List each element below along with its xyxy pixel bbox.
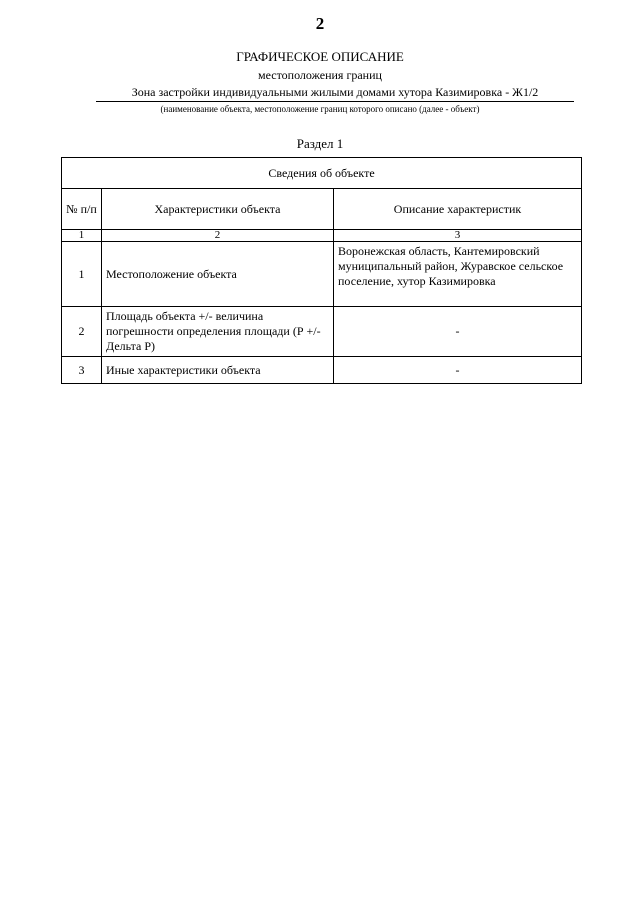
row-characteristic: Иные характеристики объекта (102, 357, 334, 384)
row-characteristic: Площадь объекта +/- величина погрешности определения площади (Р +/- Дельта Р) (102, 307, 334, 357)
document-title: ГРАФИЧЕСКОЕ ОПИСАНИЕ (236, 49, 404, 64)
table-row (62, 357, 582, 384)
column-header-characteristic: Характеристики объекта (102, 189, 334, 230)
column-number: 2 (102, 230, 334, 242)
row-number: 1 (62, 242, 102, 307)
section-title: Раздел 1 (296, 136, 344, 151)
row-number: 3 (62, 357, 102, 384)
table-header: Сведения об объекте (62, 158, 582, 189)
column-header-number: № п/п (62, 189, 102, 230)
row-description: - (334, 307, 582, 357)
table-row (62, 242, 582, 307)
object-info-table (61, 157, 582, 384)
document-subtitle: местоположения границ (258, 68, 382, 82)
object-name: Зона застройки индивидуальными жилыми домами хутора Казимировка - Ж1/2 (96, 85, 574, 102)
page-number: 2 (315, 14, 325, 33)
row-description: - (334, 357, 582, 384)
row-characteristic: Местоположение объекта (102, 242, 334, 307)
table-row (62, 307, 582, 357)
row-description: Воронежская область, Кантемировский муниципальный район, Журавское сельское поселение, хутор Казимировка (334, 242, 582, 307)
column-number: 1 (62, 230, 102, 242)
object-name-caption: (наименование объекта, местоположение границ которого описано (далее - объект) (160, 104, 480, 114)
column-number: 3 (334, 230, 582, 242)
row-number: 2 (62, 307, 102, 357)
column-header-description: Описание характеристик (334, 189, 582, 230)
